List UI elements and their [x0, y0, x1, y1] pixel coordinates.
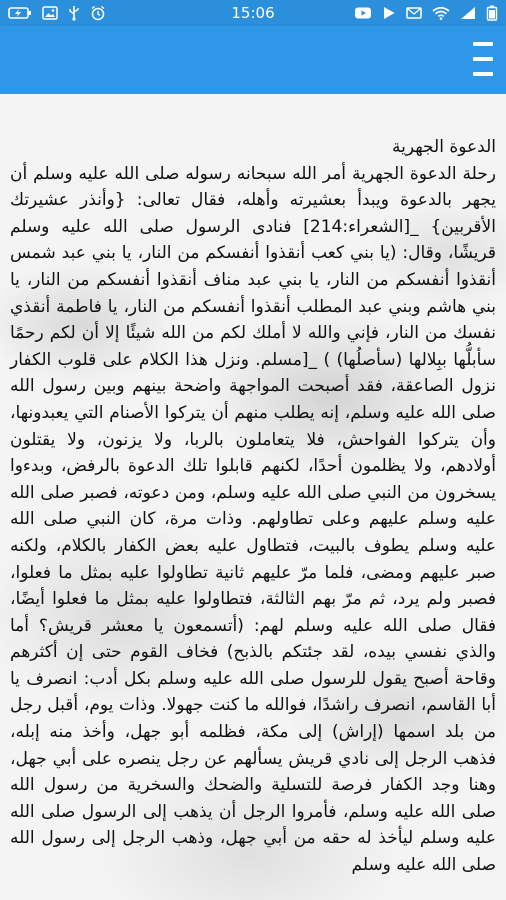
- app-bar: [0, 26, 506, 94]
- alarm-clock-icon: [90, 5, 106, 21]
- status-bar-time: 15:06: [231, 4, 275, 22]
- article-text: [0, 94, 506, 879]
- status-bar-left: [8, 5, 106, 21]
- youtube-icon: [354, 6, 372, 20]
- menu-line: [473, 42, 493, 46]
- wifi-icon: [432, 6, 450, 20]
- battery-charging-icon: [8, 6, 32, 20]
- signal-icon: [460, 6, 476, 20]
- article-title: الدعوة الجهرية: [391, 137, 496, 157]
- menu-line: [473, 72, 493, 76]
- battery-icon: [486, 5, 498, 21]
- hamburger-menu-icon[interactable]: [470, 42, 496, 76]
- article-body: رحلة الدعوة الجهرية أمر الله سبحانه رسوله صلى الله عليه وسلم أن يجهر بالدعوة ويبدأ بعشيرته وأهله، فقال تعالى: {وأنذر عشيرتك الأقربين} _[الشعراء:214] فنادى الرسول صلى الله عليه وسلم قريشًا، وقال: (يا بني كعب أنقذوا أنفسكم من النار، يا بني عبد شمس أنقذوا أنفسكم من النار، يا بني عبد مناف أنقذوا أنفسكم من النار، يا بني هاشم وبني عبد المطلب أنقذوا أنفسكم من النار، يا فاطمة أنقذي نفسك من النار، فإني والله لا أملك لكم من الله شيئًا إلا أن لكم رحمًا سأبلُّها ببِلالها (سأصلُها) ) _[مسلم. ونزل هذا الكلام على قلوب الكفار نزول الصاعقة، فقد أصبحت المواجهة واضحة بينهم وبين رسول الله صلى الله عليه وسلم، إنه يطلب منهم أن يتركوا الأصنام التي يعبدونها، وأن يتركوا الفواحش، فلا يتعاملون بالربا، ولا يزنون، ولا يقتلون أولادهم، ولا يظلمون أحدًا، لكنهم قابلوا تلك الدعوة بالرفض، وبدءوا يسخرون من النبي صلى الله عليه وسلم، ومن دعوته، فصبر صلى الله عليه وسلم عليهم وعلى تطاولهم. وذات مرة، كان النبي صلى الله عليه وسلم يطوف بالبيت، فتطاول عليه بعض الكفار بالكلام، ولكنه صبر عليهم ومضى، فلما مرّ عليهم ثانية تطاولوا عليه بمثل ما فعلوا، فصبر ولم يرد، ثم مرّ بهم الثالثة، فتطاولوا عليه بمثل ما فعلوا أيضًا، فقال صلى الله عليه وسلم لهم: (أتسمعون يا معشر قريش؟ أما والذي نفسي بيده، لقد جئتكم بالذبح) فخاف القوم حتى إن أكثرهم وقاحة أصبح يقول للرسول صلى الله عليه وسلم بكل أدب: انصرف يا أبا القاسم، انصرف راشدًا، فوالله ما كنت جهولا. وذات يوم، أقبل رجل من بلد اسمها (إراش) إلى مكة، فظلمه أبو جهل، وأخذ منه إبله، فذهب الرجل إلى نادي قريش يسألهم عن رجل ينصره على أبي جهل، وهنا وجد الكفار فرصة للتسلية والضحك والسخرية من رسول الله صلى الله عليه وسلم، فأمروا الرجل أن يذهب إلى الرسول صلى الله عليه وسلم ليأخذ له حقه من أبي جهل، وذهب الرجل إلى رسول الله صلى الله عليه وسلم: [10, 163, 496, 876]
- menu-line: [473, 57, 493, 61]
- article-content[interactable]: [0, 94, 506, 900]
- usb-icon: [68, 5, 80, 21]
- mail-icon: [406, 7, 422, 19]
- status-bar-right: [354, 5, 498, 21]
- image-icon: [42, 6, 58, 20]
- play-store-icon: [382, 6, 396, 20]
- status-bar: [0, 0, 506, 26]
